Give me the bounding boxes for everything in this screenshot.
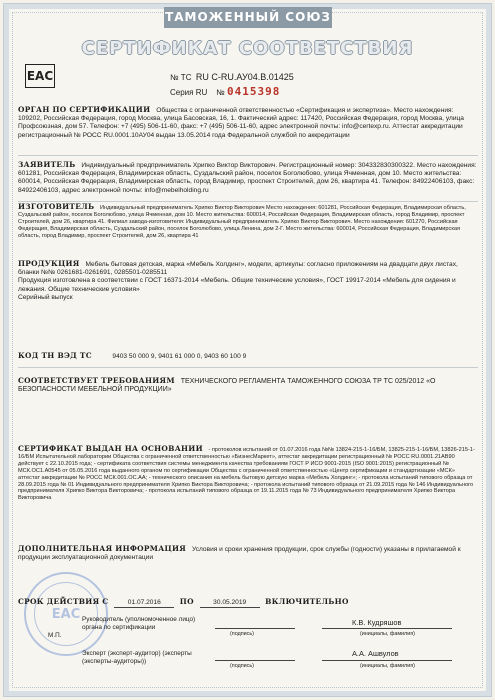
customs-union-banner: ТАМОЖЕННЫЙ СОЮЗ — [164, 7, 332, 28]
certificate-title: СЕРТИФИКАТ СООТВЕТСТВИЯ — [81, 38, 414, 59]
series-row — [170, 85, 280, 98]
series-label: Серия RU — [170, 88, 208, 97]
expert-name-caption: (инициалы, фамилия) — [360, 663, 415, 669]
cert-number: RU C-RU.АУ04.В.01425 — [195, 72, 294, 82]
manufacturer-section — [18, 204, 478, 240]
conformity-label: СООТВЕТСТВУЕТ ТРЕБОВАНИЯМ — [18, 376, 175, 385]
tnved-codes: 9403 50 000 9, 9401 61 000 0, 9403 60 100 9 — [112, 353, 247, 360]
product-text: Мебель бытовая детская, марка «Мебель Холдинг», модели, артикулы: согласно приложениям на двадцати двух листах, бланки №№ 0261681-0261691, 0285501-0285511 — [18, 261, 458, 277]
head-name-line — [322, 628, 452, 629]
product-release: Серийный выпуск — [18, 293, 73, 301]
head-signature-caption: (подпись) — [230, 631, 254, 637]
applicant-section — [18, 161, 478, 195]
applicant-label: ЗАЯВИТЕЛЬ — [18, 160, 76, 169]
eac-logo: EAC — [25, 64, 55, 88]
organ-text: Общества с ограниченной ответственностью «Сертификация и экспертиза». Место нахождения: 109202, Российская Федерация, город Москва, улица Басовская, 16, 1. Фактический адрес: 117420, Российская Федерация, город Москва, улица Профсоюзная, дом 57. Телефон: +7 (495) 506-11-60, факс: +7 (495) 506-11-60, адрес электронной почты: info@certexp.ru. Аттестат аккредитации регистрационный № РОСС RU.0001.10АУ04 выдан 13.05.2014 года Федеральной службой по аккредитации — [18, 107, 464, 139]
expert-name: А.А. Ашвулов — [352, 649, 399, 658]
tnved-section — [18, 352, 478, 361]
manufacturer-label: ИЗГОТОВИТЕЛЬ — [18, 202, 95, 211]
product-standards: Продукция изготовлена в соответствии с ГОСТ 16371-2014 «Мебель. Общие технические условия», ГОСТ 19917-2014 «Мебель для сидения и лежания. Общие технические условия» — [18, 277, 456, 293]
conformity-text: ТЕХНИЧЕСКОГО РЕГЛАМЕНТА ТАМОЖЕННОГО СОЮЗА ТР ТС 025/2012 «О БЕЗОПАСНОСТИ МЕБЕЛЬНОЙ ПРОДУКЦИИ» — [18, 378, 436, 394]
validity-label: СРОК ДЕЙСТВИЯ С — [18, 597, 109, 606]
certification-stamp: EAC — [24, 572, 108, 656]
additional-section — [18, 545, 478, 562]
series-number: 0415398 — [226, 85, 281, 98]
head-name: К.В. Кудряшов — [352, 618, 402, 627]
expert-signature-caption: (подпись) — [230, 663, 254, 669]
basis-label: СЕРТИФИКАТ ВЫДАН НА ОСНОВАНИИ — [18, 444, 203, 453]
mp-label: М.П. — [48, 632, 62, 639]
additional-label: ДОПОЛНИТЕЛЬНАЯ ИНФОРМАЦИЯ — [18, 544, 187, 553]
validity-row — [18, 598, 478, 608]
head-role: Руководитель (уполномоченное лицо) органа по сертификации — [82, 616, 196, 632]
cert-number-row — [170, 72, 294, 82]
applicant-text: Индивидуальный предприниматель Хрипко Виктор Викторович. Регистрационный номер: 304332830300322. Место нахождения: 601281, Российская Федерация, Владимирская область, Суздальский район, поселок Боголюбово, улица Ячменная, дом 10. Место жительства: 600014, Российская Федерация, Владимирская область, город Владимир, проспект Строителей, дом 26, квартира 41. Телефон: 84922406103, факс: 84922406103, адрес электронной почты: info@mebelholding.ru — [18, 162, 477, 194]
validity-to-label: ПО — [179, 597, 194, 606]
validity-to: 30.05.2019 — [200, 599, 260, 608]
product-section — [18, 260, 478, 302]
basis-section — [18, 446, 478, 502]
head-name-caption: (инициалы, фамилия) — [360, 631, 415, 637]
basis-text: - протоколов испытаний от 01.07.2016 года №№ 13824-215-1-16/БМ, 13825-215-1-16/БМ, 13826-215-1-16/БМ Испытательной лаборатории Общества с ограниченной ответственностью «БизнесМаркет», аттестат аккредитации регистрационный № РОСС RU.0001.21АВ90 действует с 22.10.2015 года; - сертификата соответствия системы менеджмента качества требованиям ГОСТ Р ИСО 9001-2015 (ISO 9001:2015) регистрационный № МСК.ОС1.А0545 от 05.05.2016 года выданного органом по сертификации Общества с ограниченной ответственностью «Центр сертификации и стандартизации «МСК» аттестат аккредитации № РОСС МСК.001.ОС.АА; - технического описания на мебель бытовую детскую марка «Мебель Холдинг»; - протокола испытаний типового образца от 28.09.2015 года № 01 Индивидуального предпринимателя Хрипко Виктора Викторовича; - протокола испытаний типового образца от 21.09.2015 года № 146 Индивидуального предпринимателя Хрипко Виктора Викторовича; - протокола испытаний типового образца от 19.11.2015 года № 73 Индивидуального предпринимателя Хрипко Виктора Викторовича — [18, 447, 475, 502]
additional-text: Условия и сроки хранения продукции, срок службы (годности) указаны в прилагаемой к продукции эксплуатационной документации — [18, 546, 461, 562]
expert-role: Эксперт (эксперт-аудитор) (эксперты (эксперты-аудиторы)) — [82, 650, 192, 666]
organ-section — [18, 106, 478, 140]
validity-from: 01.07.2016 — [114, 599, 174, 608]
product-label: ПРОДУКЦИЯ — [18, 259, 80, 268]
expert-signature-line — [215, 660, 295, 661]
manufacturer-text: Индивидуальный предприниматель Хрипко Виктор Викторович Место нахождения: 601281, Российская Федерация, Владимирская область, Суздальский район, поселок Боголюбово, улица Ячменная, дом 10. Место жительства: 600014, Российская Федерация, Владимирская область, город Владимир, проспект Строителей, дом 26, квартира 41. Филиал завода-изготовителя: Индивидуальный предприниматель Хрипко Виктор Викторович. Место нахождения: 601270, Российская Федерация, Владимирская область, Суздальский район, поселок Боголюбово, улица Ленина, дом 2-Г. Место жительства: 600014, Российская Федерация, Владимирская область, город Владимир, проспект Строителей, дом 26, квартира 41 — [18, 205, 466, 239]
expert-name-line — [322, 660, 452, 661]
tnved-label: КОД ТН ВЭД ТС — [18, 351, 92, 360]
organ-label: ОРГАН ПО СЕРТИФИКАЦИИ — [18, 105, 151, 114]
series-prefix: № — [216, 88, 225, 97]
head-signature-line — [215, 628, 295, 629]
conformity-section — [18, 377, 478, 394]
cert-number-label: № ТС — [170, 73, 192, 82]
validity-inclusive: ВКЛЮЧИТЕЛЬНО — [265, 597, 349, 606]
